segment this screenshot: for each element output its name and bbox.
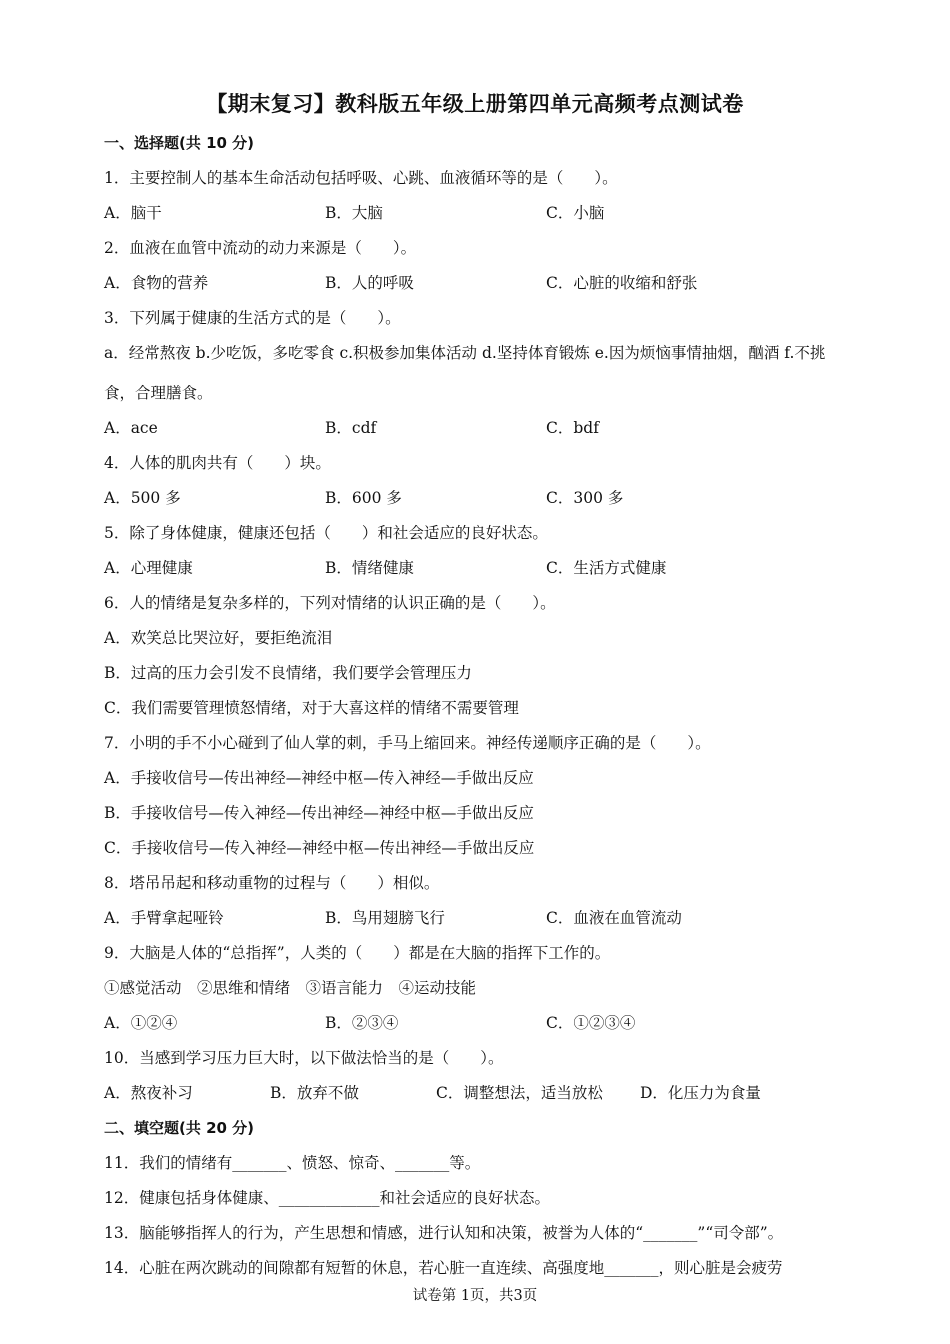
option-b: B．cdf: [325, 419, 377, 437]
question-1-options: [104, 196, 850, 231]
option-c: C．小脑: [546, 204, 605, 222]
option-a: A．500 多: [104, 489, 181, 507]
option-b: B．②③④: [325, 1014, 399, 1032]
question-12: 12．健康包括身体健康、_____________和社会适应的良好状态。: [104, 1189, 550, 1207]
question-4-stem: 4．人体的肌肉共有（ ）块。: [104, 454, 331, 472]
section-heading-fill: 二、填空题(共 20 分): [104, 1119, 255, 1137]
option-c: C．生活方式健康: [546, 559, 667, 577]
option-c: C．bdf: [546, 419, 599, 437]
question-6-option-a: A．欢笑总比哭泣好，要拒绝流泪: [104, 629, 333, 647]
option-b: B．人的呼吸: [325, 274, 414, 292]
option-b: B．鸟用翅膀飞行: [325, 909, 445, 927]
question-10-options: [104, 1076, 850, 1111]
exam-content: [104, 126, 850, 1286]
option-c: C．①②③④: [546, 1014, 636, 1032]
question-6-option-c: C．我们需要管理愤怒情绪，对于大喜这样的情绪不需要管理: [104, 699, 519, 717]
option-b: B．情绪健康: [325, 559, 414, 577]
question-8-options: [104, 901, 850, 936]
exam-title: 【期末复习】教科版五年级上册第四单元高频考点测试卷: [206, 92, 744, 116]
question-6-stem: 6．人的情绪是复杂多样的，下列对情绪的认识正确的是（ ）。: [104, 594, 556, 612]
section-heading-choice: 一、选择题(共 10 分): [104, 134, 255, 152]
question-13: 13．脑能够指挥人的行为，产生思想和情感，进行认知和决策，被誉为人体的“_______”“司令部”。: [104, 1224, 784, 1242]
option-c: C．心脏的收缩和舒张: [546, 274, 698, 292]
question-7-option-a: A．手接收信号—传出神经—神经中枢—传入神经—手做出反应: [104, 769, 534, 787]
question-9-options: [104, 1006, 850, 1041]
option-a: A．心理健康: [104, 559, 193, 577]
question-9-items: ①感觉活动 ②思维和情绪 ③语言能力 ④运动技能: [104, 979, 477, 997]
option-a: A．ace: [104, 419, 158, 437]
option-a: A．食物的营养: [104, 274, 209, 292]
question-10-stem: 10．当感到学习压力巨大时，以下做法恰当的是（ ）。: [104, 1049, 504, 1067]
page-footer: 试卷第 1页，共3页: [412, 1288, 538, 1304]
question-1-stem: 1．主要控制人的基本生命活动包括呼吸、心跳、血液循环等的是（ ）。: [104, 169, 618, 187]
question-5-stem: 5．除了身体健康，健康还包括（ ）和社会适应的良好状态。: [104, 524, 548, 542]
option-c: C．调整想法，适当放松: [436, 1084, 603, 1102]
option-c: C．300 多: [546, 489, 624, 507]
option-b: B．600 多: [325, 489, 402, 507]
option-d: D．化压力为食量: [640, 1084, 761, 1102]
question-3-stem: 3．下列属于健康的生活方式的是（ ）。: [104, 309, 401, 327]
option-a: A．脑干: [104, 204, 162, 222]
question-4-options: [104, 481, 850, 516]
question-9-stem: 9．大脑是人体的“总指挥”，人类的（ ）都是在大脑的指挥下工作的。: [104, 944, 611, 962]
question-7-option-c: C．手接收信号—传入神经—神经中枢—传出神经—手做出反应: [104, 839, 535, 857]
option-b: B．大脑: [325, 204, 383, 222]
option-a: A．手臂拿起哑铃: [104, 909, 224, 927]
question-3-options: [104, 411, 850, 446]
question-2-options: [104, 266, 850, 301]
option-c: C．血液在血管流动: [546, 909, 682, 927]
question-3-detail: a．经常熬夜 b.少吃饭，多吃零食 c.积极参加集体活动 d.坚持体育锻炼 e.因为烦恼事情抽烟，酗酒 f.不挑食，合理膳食。: [104, 344, 826, 402]
option-b: B．放弃不做: [270, 1084, 359, 1102]
question-8-stem: 8．塔吊吊起和移动重物的过程与（ ）相似。: [104, 874, 440, 892]
question-7-stem: 7．小明的手不小心碰到了仙人掌的刺，手马上缩回来。神经传递顺序正确的是（ ）。: [104, 734, 711, 752]
question-6-option-b: B．过高的压力会引发不良情绪，我们要学会管理压力: [104, 664, 472, 682]
question-5-options: [104, 551, 850, 586]
question-14: 14．心脏在两次跳动的间隙都有短暂的休息，若心脏一直连续、高强度地_______，则心脏是会疲劳: [104, 1259, 783, 1277]
question-2-stem: 2．血液在血管中流动的动力来源是（ ）。: [104, 239, 417, 257]
question-11: 11．我们的情绪有_______、愤怒、惊奇、_______等。: [104, 1154, 481, 1172]
option-a: A．熬夜补习: [104, 1084, 193, 1102]
option-a: A．①②④: [104, 1014, 178, 1032]
question-7-option-b: B．手接收信号—传入神经—传出神经—神经中枢—手做出反应: [104, 804, 534, 822]
